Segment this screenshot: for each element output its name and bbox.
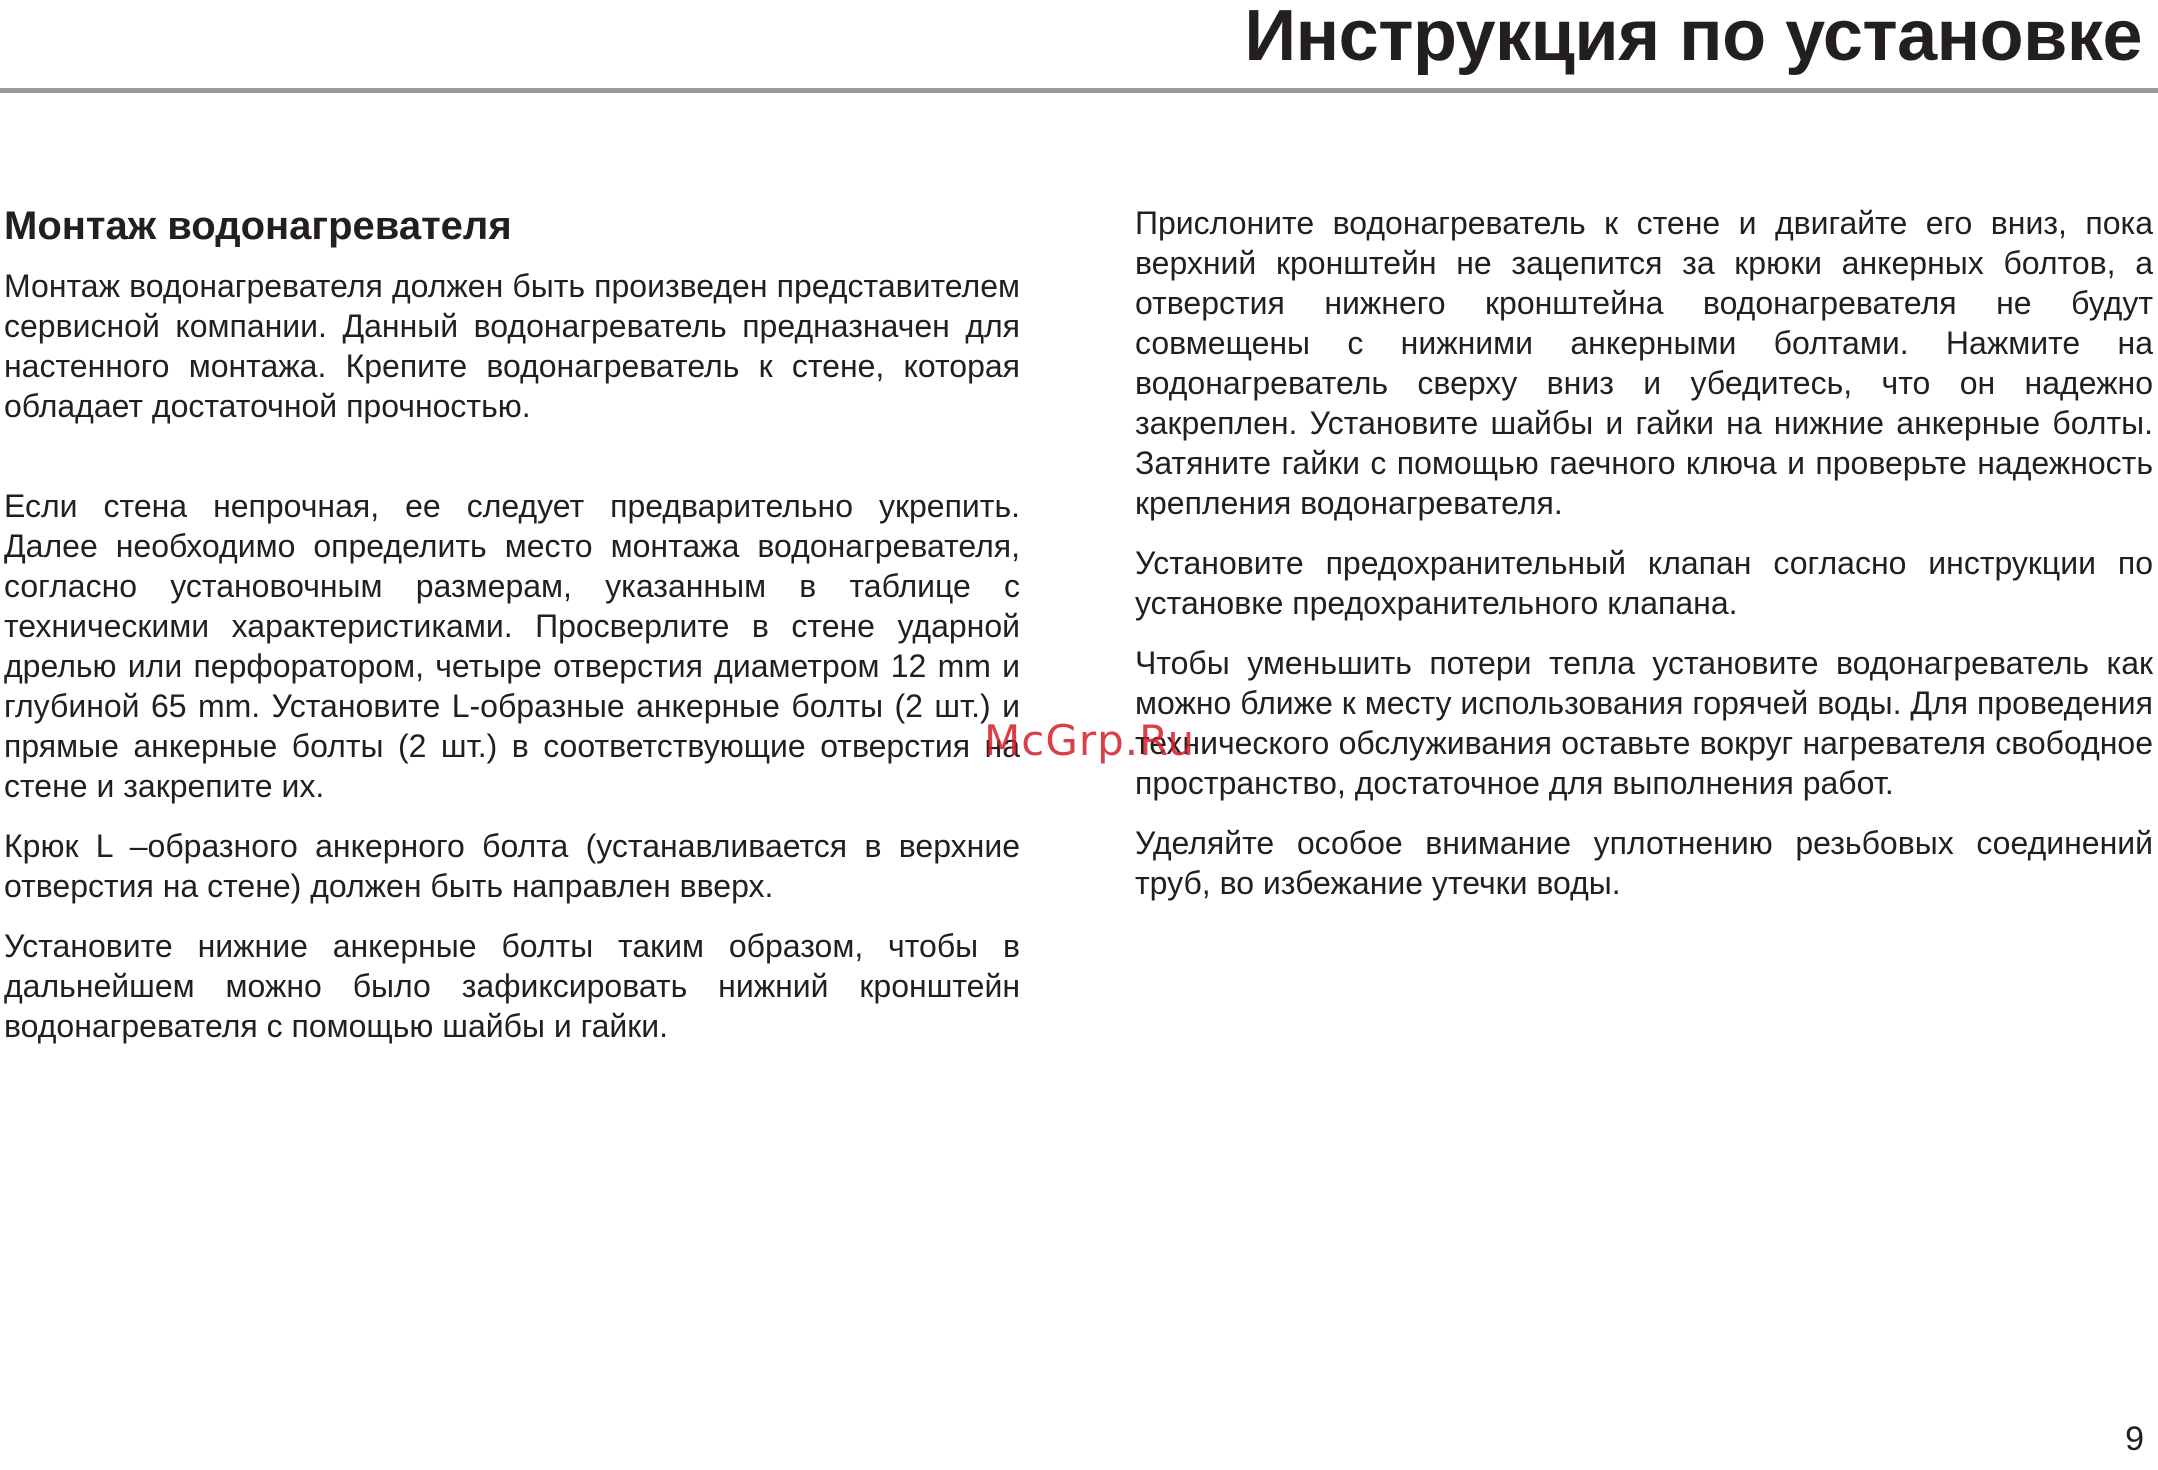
watermark: McGrp.Ru bbox=[984, 716, 1196, 765]
right-column bbox=[1135, 203, 2153, 923]
paragraph: Крюк L –образного анкерного болта (устанавливается в верхние отверстия на стене) должен быть направлен вверх. bbox=[4, 828, 1020, 904]
page-number: 9 bbox=[2125, 1420, 2144, 1458]
page-title: Инструкция по установке bbox=[1244, 0, 2142, 76]
paragraph: Установите нижние анкерные болты таким образом, чтобы в дальнейшем можно было зафиксировать нижний кронштейн водонагревателя с помощью шайбы и гайки. bbox=[4, 928, 1020, 1044]
paragraph: Монтаж водонагревателя должен быть произведен представителем сервисной компании. Данный водонагреватель предназначен для настенного монтажа. Крепите водонагреватель к стене, которая обладает достаточной прочностью. bbox=[4, 268, 1020, 424]
paragraph: Установите предохранительный клапан согласно инструкции по установке предохранительного клапана. bbox=[1135, 545, 2153, 621]
paragraph: Уделяйте особое внимание уплотнению резьбовых соединений труб, во избежание утечки воды. bbox=[1135, 825, 2153, 901]
paragraph: Прислоните водонагреватель к стене и двигайте его вниз, пока верхний кронштейн не зацепится за крюки анкерных болтов, а отверстия нижнего кронштейна водонагревателя не будут совмещены с нижними анкерными болтами. Нажмите на водонагреватель сверху вниз и убедитесь, что он надежно закреплен. Установите шайбы и гайки на нижние анкерные болты. Затяните гайки с помощью гаечного ключа и проверьте надежность крепления водонагревателя. bbox=[1135, 205, 2153, 521]
section-title: Монтаж водонагревателя bbox=[4, 204, 512, 248]
left-column bbox=[4, 196, 1020, 1066]
header-divider bbox=[0, 88, 2158, 93]
paragraph: Чтобы уменьшить потери тепла установите водонагреватель как можно ближе к месту использования горячей воды. Для проведения технического обслуживания оставьте вокруг нагревателя свободное пространство, достаточное для выполнения работ. bbox=[1135, 645, 2153, 801]
paragraph: Если стена непрочная, ее следует предварительно укрепить. Далее необходимо определить место монтажа водонагревателя, согласно установочным размерам, указанным в таблице с техническими характеристиками. Просверлите в стене ударной дрелью или перфоратором, четыре отверстия диаметром 12 mm и глубиной 65 mm. Установите L-образные анкерные болты (2 шт.) и прямые анкерные болты (2 шт.) в соответствующие отверстия на стене и закрепите их. bbox=[4, 488, 1020, 804]
